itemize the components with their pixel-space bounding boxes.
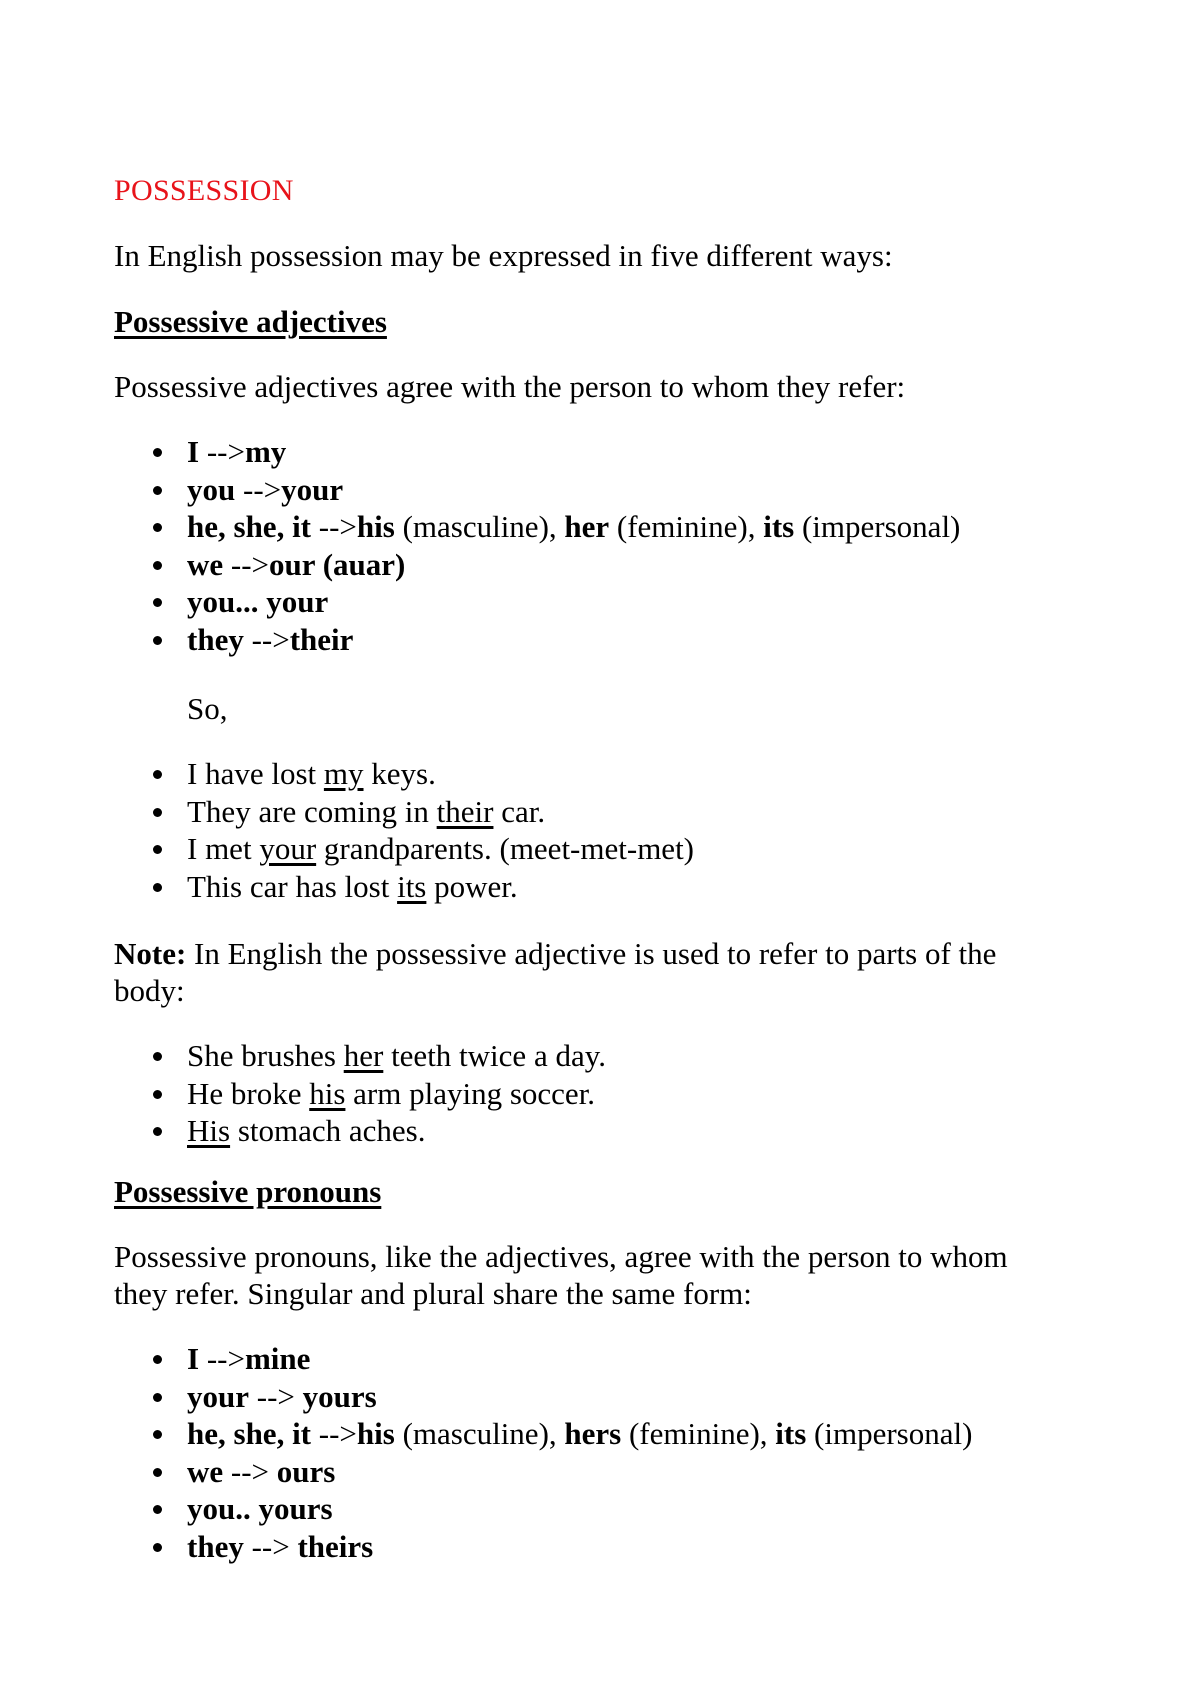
list-item: they -->their [0,621,960,659]
list-item: you... your [0,583,960,621]
list-item: They are coming in their car. [0,793,694,831]
intro-text: In English possession may be expressed in five different ways: [114,238,893,273]
list-item: I met your grandparents. (meet-met-met) [0,830,694,868]
adjectives-description: Possessive adjectives agree with the person to whom they refer: [114,369,906,404]
list-item: you.. yours [0,1490,972,1528]
list-item: His stomach aches. [0,1112,606,1150]
list-item: we --> ours [0,1453,972,1491]
note-paragraph [114,935,996,972]
list-item: This car has lost its power. [0,868,694,906]
list-item: I -->mine [0,1340,972,1378]
list-item: he, she, it -->his (masculine), her (feminine), its (impersonal) [0,508,960,546]
list-item: they --> theirs [0,1528,972,1566]
so-text: So, [187,691,228,726]
list-item: your --> yours [0,1378,972,1416]
note-label: Note: [114,936,187,971]
pronouns-description-line2: they refer. Singular and plural share the same form: [114,1276,752,1311]
list-item: you -->your [0,471,960,509]
list-item: I -->my [0,433,960,471]
section-heading-pronouns: Possessive pronouns [114,1174,382,1209]
note-continuation: body: [114,973,185,1008]
list-item: we -->our (auar) [0,546,960,584]
adjectives-list [0,433,960,658]
list-item: He broke his arm playing soccer. [0,1075,606,1113]
examples-list [0,755,694,905]
section-heading-adjectives: Possessive adjectives [114,304,387,339]
body-examples-list [0,1037,606,1150]
list-item: I have lost my keys. [0,755,694,793]
pronouns-description-line1: Possessive pronouns, like the adjectives, agree with the person to whom [114,1239,1008,1274]
pronouns-list [0,1340,972,1565]
note-text: In English the possessive adjective is used to refer to parts of the [194,936,997,971]
list-item: he, she, it -->his (masculine), hers (feminine), its (impersonal) [0,1415,972,1453]
list-item: She brushes her teeth twice a day. [0,1037,606,1075]
page-title: POSSESSION [114,174,294,207]
